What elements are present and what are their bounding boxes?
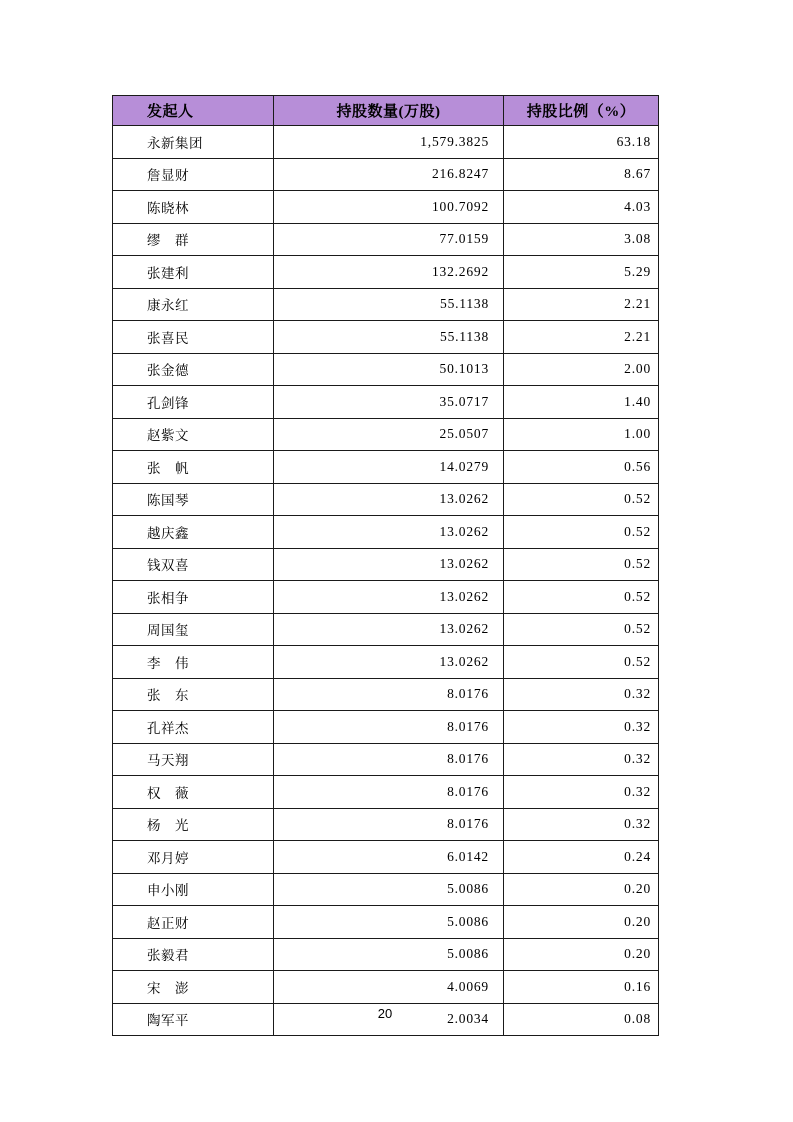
column-header-shares: 持股数量(万股): [274, 96, 504, 126]
table-row: [113, 321, 659, 354]
table-row: [113, 386, 659, 419]
promoter-name-cell: 张相争: [113, 581, 274, 614]
promoter-name-cell: 李 伟: [113, 646, 274, 679]
column-header-percent: 持股比例（%）: [504, 96, 659, 126]
table-row: [113, 256, 659, 289]
shares-percent-cell: 0.32: [504, 678, 659, 711]
shares-amount-cell: 13.0262: [274, 483, 504, 516]
shares-amount-cell: 2.0034: [274, 1003, 504, 1036]
shares-percent-cell: 5.29: [504, 256, 659, 289]
table-row: [113, 841, 659, 874]
table-header-row: [113, 96, 659, 126]
page-number: 20: [377, 1006, 393, 1021]
table-row: [113, 873, 659, 906]
shares-amount-cell: 100.7092: [274, 191, 504, 224]
shares-percent-cell: 0.20: [504, 938, 659, 971]
shares-amount-cell: 13.0262: [274, 516, 504, 549]
shares-amount-cell: 13.0262: [274, 581, 504, 614]
shares-amount-cell: 13.0262: [274, 548, 504, 581]
shares-percent-cell: 0.56: [504, 451, 659, 484]
column-header-promoter: 发起人: [113, 96, 274, 126]
table-row: [113, 191, 659, 224]
table-row: [113, 776, 659, 809]
shares-percent-cell: 0.52: [504, 548, 659, 581]
promoter-name-cell: 陶军平: [113, 1003, 274, 1036]
shares-amount-cell: 6.0142: [274, 841, 504, 874]
promoter-name-cell: 杨 光: [113, 808, 274, 841]
promoter-name-cell: 邓月婷: [113, 841, 274, 874]
promoter-name-cell: 陈国琴: [113, 483, 274, 516]
shares-percent-cell: 0.52: [504, 613, 659, 646]
shares-percent-cell: 63.18: [504, 126, 659, 159]
promoter-name-cell: 权 薇: [113, 776, 274, 809]
shares-percent-cell: 0.20: [504, 906, 659, 939]
shares-amount-cell: 55.1138: [274, 288, 504, 321]
promoter-name-cell: 宋 澎: [113, 971, 274, 1004]
shares-percent-cell: 2.21: [504, 321, 659, 354]
promoter-name-cell: 张 帆: [113, 451, 274, 484]
shares-amount-cell: 216.8247: [274, 158, 504, 191]
shares-amount-cell: 5.0086: [274, 938, 504, 971]
shares-amount-cell: 25.0507: [274, 418, 504, 451]
promoter-name-cell: 孔剑锋: [113, 386, 274, 419]
promoter-name-cell: 永新集团: [113, 126, 274, 159]
shares-percent-cell: 1.40: [504, 386, 659, 419]
table-row: [113, 483, 659, 516]
shares-percent-cell: 2.21: [504, 288, 659, 321]
shares-percent-cell: 0.20: [504, 873, 659, 906]
table-row: [113, 808, 659, 841]
table-row: [113, 353, 659, 386]
shareholders-table: [112, 95, 659, 1036]
promoter-name-cell: 张建利: [113, 256, 274, 289]
shares-percent-cell: 0.32: [504, 776, 659, 809]
shares-amount-cell: 13.0262: [274, 646, 504, 679]
shares-percent-cell: 0.52: [504, 646, 659, 679]
table-row: [113, 906, 659, 939]
promoter-name-cell: 赵紫文: [113, 418, 274, 451]
shares-percent-cell: 0.52: [504, 581, 659, 614]
table-row: [113, 126, 659, 159]
shares-amount-cell: 14.0279: [274, 451, 504, 484]
shares-percent-cell: 4.03: [504, 191, 659, 224]
promoter-name-cell: 马天翔: [113, 743, 274, 776]
shares-amount-cell: 8.0176: [274, 711, 504, 744]
shares-percent-cell: 8.67: [504, 158, 659, 191]
promoter-name-cell: 陈晓林: [113, 191, 274, 224]
shares-percent-cell: 0.24: [504, 841, 659, 874]
table-row: [113, 613, 659, 646]
table-row: [113, 678, 659, 711]
shares-amount-cell: 8.0176: [274, 776, 504, 809]
table-row: [113, 971, 659, 1004]
shares-percent-cell: 0.52: [504, 516, 659, 549]
shares-percent-cell: 0.08: [504, 1003, 659, 1036]
promoter-name-cell: 张金德: [113, 353, 274, 386]
promoter-name-cell: 张 东: [113, 678, 274, 711]
shares-amount-cell: 13.0262: [274, 613, 504, 646]
promoter-name-cell: 康永红: [113, 288, 274, 321]
shares-amount-cell: 8.0176: [274, 678, 504, 711]
table-row: [113, 743, 659, 776]
table-row: [113, 711, 659, 744]
shares-amount-cell: 5.0086: [274, 873, 504, 906]
shares-percent-cell: 0.32: [504, 711, 659, 744]
shares-amount-cell: 55.1138: [274, 321, 504, 354]
shares-amount-cell: 8.0176: [274, 743, 504, 776]
table-row: [113, 581, 659, 614]
table-row: [113, 288, 659, 321]
promoter-name-cell: 张喜民: [113, 321, 274, 354]
shares-amount-cell: 35.0717: [274, 386, 504, 419]
shares-percent-cell: 3.08: [504, 223, 659, 256]
shares-amount-cell: 8.0176: [274, 808, 504, 841]
shares-amount-cell: 5.0086: [274, 906, 504, 939]
shares-amount-cell: 4.0069: [274, 971, 504, 1004]
shares-percent-cell: 2.00: [504, 353, 659, 386]
promoter-name-cell: 钱双喜: [113, 548, 274, 581]
shares-amount-cell: 77.0159: [274, 223, 504, 256]
table-row: [113, 223, 659, 256]
table-row: [113, 418, 659, 451]
promoter-name-cell: 赵正财: [113, 906, 274, 939]
shares-amount-cell: 132.2692: [274, 256, 504, 289]
shares-percent-cell: 0.32: [504, 808, 659, 841]
shares-amount-cell: 50.1013: [274, 353, 504, 386]
promoter-name-cell: 张毅君: [113, 938, 274, 971]
promoter-name-cell: 詹显财: [113, 158, 274, 191]
promoter-name-cell: 越庆鑫: [113, 516, 274, 549]
promoter-name-cell: 孔祥杰: [113, 711, 274, 744]
table-row: [113, 548, 659, 581]
table-row: [113, 646, 659, 679]
shares-percent-cell: 0.52: [504, 483, 659, 516]
table-row: [113, 451, 659, 484]
shares-percent-cell: 1.00: [504, 418, 659, 451]
table-row: [113, 938, 659, 971]
table-body: [113, 126, 659, 1036]
shares-percent-cell: 0.16: [504, 971, 659, 1004]
shares-amount-cell: 1,579.3825: [274, 126, 504, 159]
shares-percent-cell: 0.32: [504, 743, 659, 776]
promoter-name-cell: 申小刚: [113, 873, 274, 906]
promoter-name-cell: 周国玺: [113, 613, 274, 646]
table-row: [113, 158, 659, 191]
promoter-name-cell: 缪 群: [113, 223, 274, 256]
table-row: [113, 516, 659, 549]
